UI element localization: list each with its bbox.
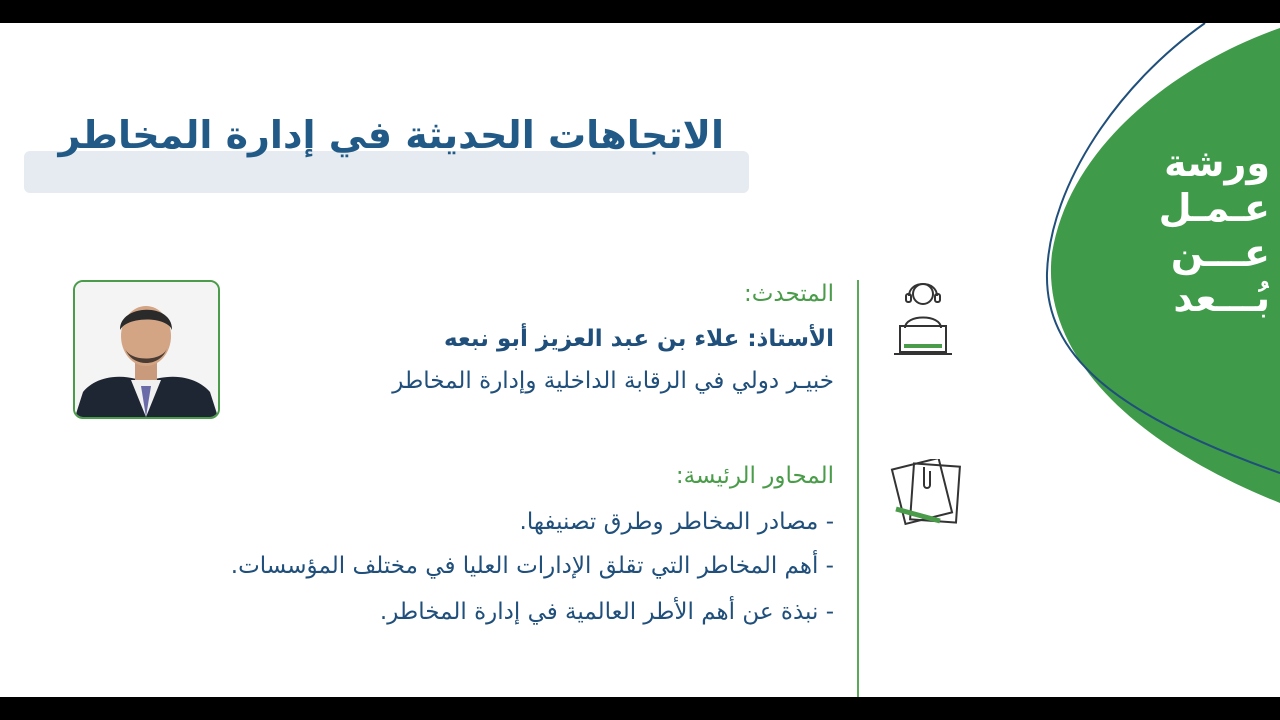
topic-item: - أهم المخاطر التي تقلق الإدارات العليا في مختلف المؤسسات. xyxy=(230,553,834,579)
topics-label: المحاور الرئيسة: xyxy=(675,463,834,489)
slide xyxy=(0,23,1280,697)
presenter-laptop-icon xyxy=(891,276,955,358)
badge-line: عـمـل xyxy=(1158,186,1270,230)
vertical-divider xyxy=(857,280,859,697)
document-clip-icon xyxy=(890,459,964,527)
speaker-role: خبيـر دولي في الرقابة الداخلية وإدارة المخاطر xyxy=(392,368,834,394)
topic-item: - نبذة عن أهم الأطر العالمية في إدارة المخاطر. xyxy=(379,599,834,625)
workshop-badge xyxy=(1150,141,1270,321)
title-highlight-bar xyxy=(24,151,749,193)
topic-item: - مصادر المخاطر وطرق تصنيفها. xyxy=(519,509,834,535)
badge-line: بُـــعد xyxy=(1173,276,1270,320)
badge-line: ورشة xyxy=(1164,141,1270,185)
speaker-label: المتحدث: xyxy=(744,281,834,307)
speaker-name: الأستاذ: علاء بن عبد العزيز أبو نبعه xyxy=(443,326,834,352)
speaker-photo xyxy=(73,280,220,419)
page-title: الاتجاهات الحديثة في إدارة المخاطر xyxy=(58,113,724,157)
badge-line: عـــن xyxy=(1170,231,1270,275)
